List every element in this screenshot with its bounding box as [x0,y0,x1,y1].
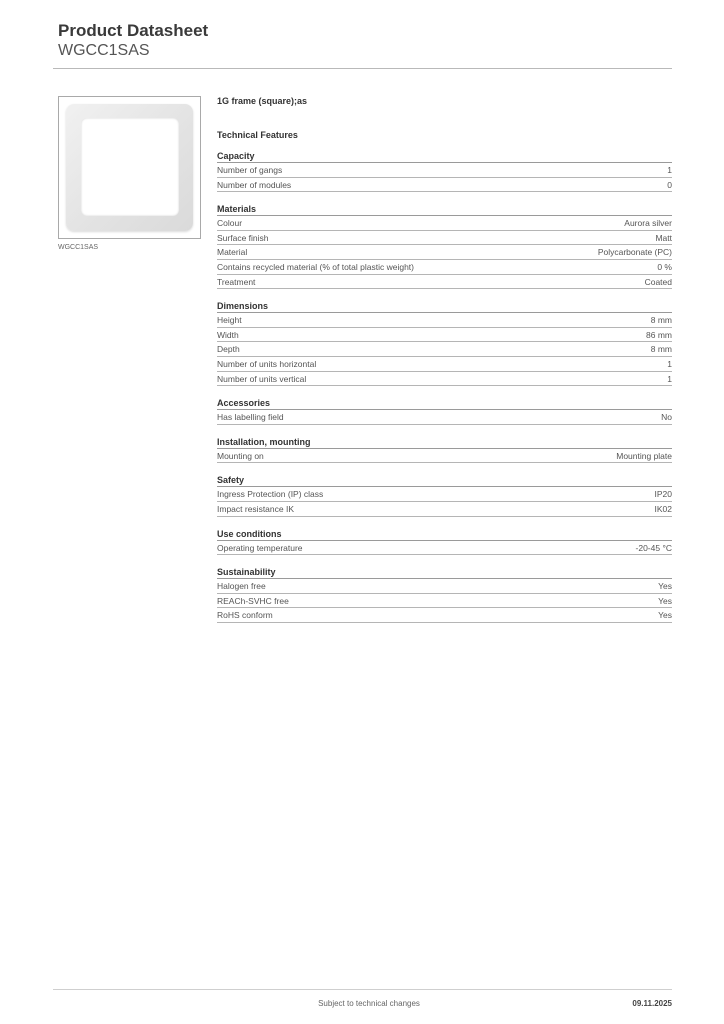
spec-value: -20-45 °C [635,542,672,553]
footer-date: 09.11.2025 [632,999,672,1008]
spec-value: 1 [667,373,672,384]
spec-label: Material [217,247,248,258]
section-title: Safety [217,473,672,487]
spec-label: Has labelling field [217,412,284,423]
spec-row [217,275,672,290]
spec-value: 1 [667,165,672,175]
spec-label: Height [217,315,242,326]
spec-value: 8 mm [650,344,672,355]
spec-value: Yes [658,595,672,606]
spec-row [217,449,672,464]
spec-section [217,527,672,556]
section-title: Installation, mounting [217,435,672,449]
spec-label: Colour [217,218,243,229]
frame-outer-shape [66,104,193,231]
spec-section [217,473,672,516]
spec-row [217,579,672,594]
footer-note: Subject to technical changes [318,999,420,1008]
frame-inner-shape [81,118,179,216]
product-description: 1G frame (square);as [217,96,308,106]
product-image [58,96,201,239]
spec-value: IP20 [654,489,672,500]
spec-value: 0 % [657,261,672,272]
section-title: Materials [217,202,672,216]
spec-section [217,299,672,386]
spec-label: Depth [217,344,240,355]
spec-label: Surface finish [217,232,269,243]
spec-label: Number of units horizontal [217,358,317,369]
spec-label: REACh-SVHC free [217,595,289,606]
section-title: Accessories [217,396,672,410]
spec-label: Number of units vertical [217,373,307,384]
spec-sections [217,149,672,623]
spec-label: Mounting on [217,450,264,461]
spec-row [217,216,672,231]
spec-label: Treatment [217,276,256,287]
spec-label: RoHS conform [217,610,273,621]
spec-label: Contains recycled material (% of total plastic weight) [217,261,414,272]
spec-row [217,541,672,556]
spec-value: Yes [658,581,672,592]
spec-label: Ingress Protection (IP) class [217,489,324,500]
spec-value: Coated [644,276,672,287]
spec-label: Impact resistance IK [217,503,295,514]
spec-section [217,202,672,289]
spec-row [217,372,672,387]
spec-row [217,357,672,372]
spec-value: IK02 [654,503,672,514]
spec-value: Aurora silver [624,218,672,229]
spec-row [217,594,672,609]
spec-row [217,245,672,260]
spec-section [217,149,672,192]
spec-value: Yes [658,610,672,621]
product-code: WGCC1SAS [58,42,150,59]
section-title: Capacity [217,149,672,163]
spec-label: Operating temperature [217,542,303,553]
spec-row [217,313,672,328]
spec-row [217,608,672,623]
section-title: Sustainability [217,565,672,579]
technical-features-heading: Technical Features [217,130,298,140]
spec-row [217,502,672,517]
spec-value: Matt [655,232,672,243]
header-divider [53,68,672,69]
spec-label: Halogen free [217,581,266,592]
spec-row [217,328,672,343]
spec-row [217,410,672,425]
spec-value: Polycarbonate (PC) [597,247,672,258]
spec-row [217,163,672,178]
footer-divider [53,989,672,990]
spec-row [217,178,672,193]
spec-section [217,435,672,464]
spec-row [217,260,672,275]
spec-value: 1 [667,358,672,369]
spec-row [217,342,672,357]
spec-value: 8 mm [650,315,672,326]
page-header [58,20,672,60]
section-title: Dimensions [217,299,672,313]
spec-value: 86 mm [646,329,672,340]
page-title: Product Datasheet [58,21,209,40]
section-title: Use conditions [217,527,672,541]
image-caption: WGCC1SAS [58,244,99,251]
spec-row [217,231,672,246]
spec-value: No [661,412,672,423]
spec-label: Number of gangs [217,165,283,175]
spec-label: Number of modules [217,179,292,190]
spec-value: 0 [667,179,672,190]
spec-content [217,95,672,633]
spec-section [217,565,672,623]
spec-value: Mounting plate [616,450,672,461]
spec-row [217,487,672,502]
spec-section [217,396,672,425]
spec-label: Width [217,329,239,340]
